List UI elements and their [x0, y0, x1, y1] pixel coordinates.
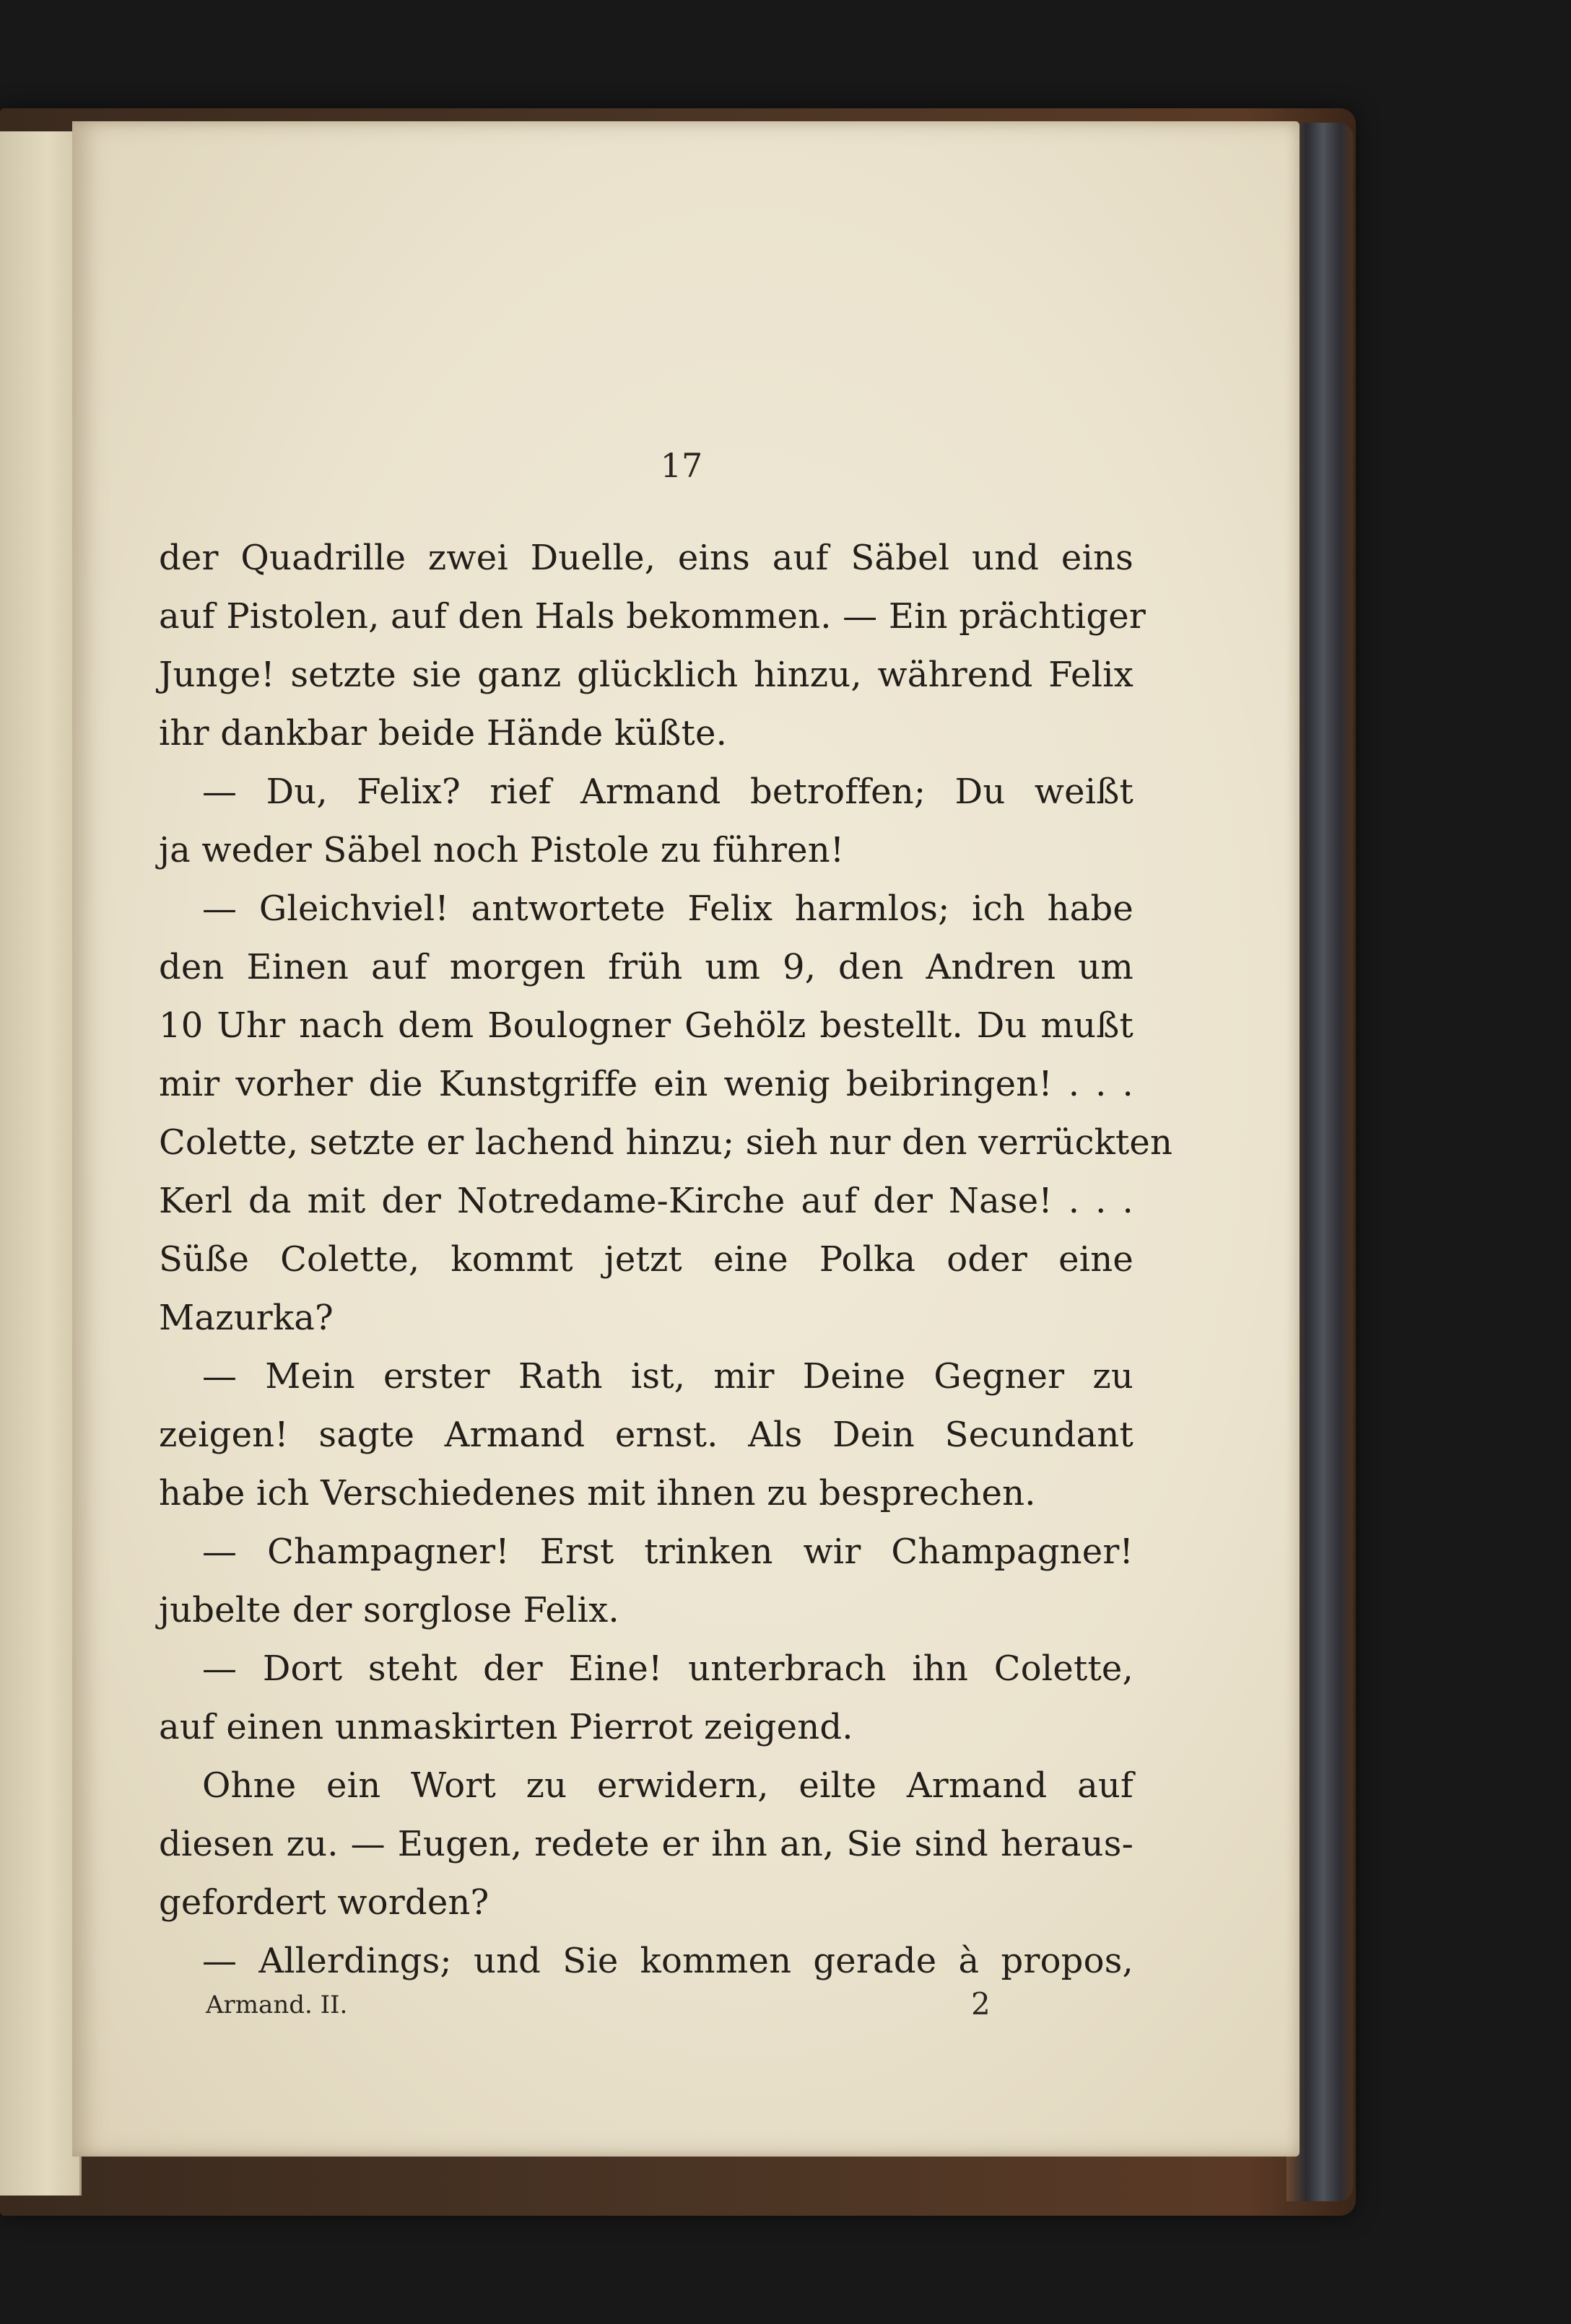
text-line: ihr dankbar beide Hände küßte. — [159, 713, 728, 753]
text-line: Junge! setzte sie ganz glücklich hinzu, während Felix — [159, 655, 1133, 695]
text-line: jubelte der sorglose Felix. — [159, 1590, 619, 1630]
text-line: 10 Uhr nach dem Boulogner Gehölz bestellt. Du mußt — [159, 1005, 1133, 1046]
text-line: gefordert worden? — [159, 1882, 489, 1923]
right-page — [72, 121, 1300, 2157]
text-line: diesen zu. — Eugen, redete er ihn an, Sie sind heraus- — [159, 1824, 1133, 1864]
text-line: mir vorher die Kunstgriffe ein wenig beibringen! . . . — [159, 1064, 1133, 1104]
footer-sheet-number: 2 — [971, 1986, 991, 2022]
text-line: — Champagner! Erst trinken wir Champagner! — [202, 1532, 1133, 1572]
text-line: zeigen! sagte Armand ernst. Als Dein Secundant — [159, 1415, 1133, 1455]
text-line: — Du, Felix? rief Armand betroffen; Du weißt — [202, 772, 1133, 812]
text-line: den Einen auf morgen früh um 9, den Andren um — [159, 947, 1133, 987]
text-line: — Mein erster Rath ist, mir Deine Gegner zu — [202, 1356, 1133, 1397]
text-line: Kerl da mit der Notredame-Kirche auf der Nase! . . . — [159, 1181, 1133, 1221]
text-line: habe ich Verschiedenes mit ihnen zu besprechen. — [159, 1473, 1036, 1513]
footer-signature: Armand. II. — [206, 1991, 348, 2019]
text-line: Mazurka? — [159, 1298, 334, 1338]
text-line: ja weder Säbel noch Pistole zu führen! — [159, 830, 845, 870]
page-text — [159, 529, 1173, 1991]
text-line: Süße Colette, kommt jetzt eine Polka oder eine — [159, 1239, 1133, 1280]
page-number: 17 — [660, 446, 703, 485]
text-line: auf einen unmaskirten Pierrot zeigend. — [159, 1707, 853, 1747]
text-line: Ohne ein Wort zu erwidern, eilte Armand auf — [202, 1765, 1133, 1806]
text-line: Colette, setzte er lachend hinzu; sieh nur den verrückten — [159, 1122, 1173, 1163]
text-line: auf Pistolen, auf den Hals bekommen. — Ein prächtiger — [159, 596, 1146, 637]
left-page-edge — [0, 131, 82, 2196]
text-line: — Gleichviel! antwortete Felix harmlos; ich habe — [202, 888, 1133, 929]
text-line: der Quadrille zwei Duelle, eins auf Säbel und eins — [159, 538, 1133, 578]
text-line: — Dort steht der Eine! unterbrach ihn Colette, — [202, 1648, 1133, 1689]
text-line: — Allerdings; und Sie kommen gerade à propos, — [202, 1941, 1133, 1981]
